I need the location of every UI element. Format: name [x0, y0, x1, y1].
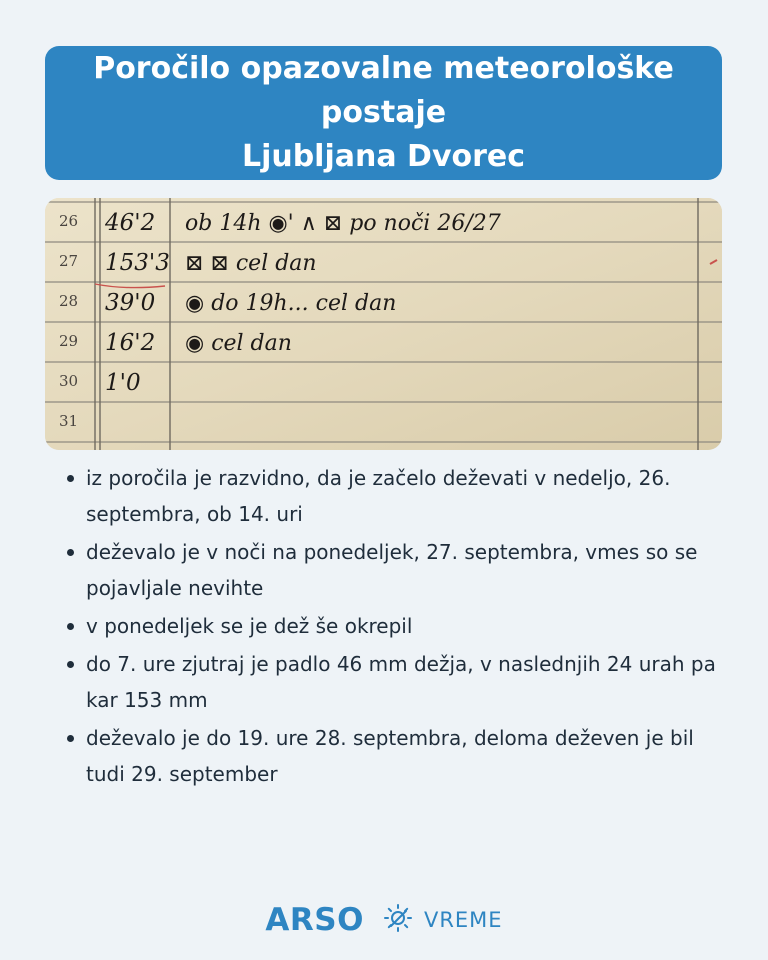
ledger-value: 46'2	[105, 210, 156, 236]
ledger-note: ob 14h ◉' ∧ ⊠ po noči 26/27	[185, 211, 501, 236]
list-item: deževalo je do 19. ure 28. septembra, deloma deževen je bil tudi 29. september	[62, 720, 722, 792]
vreme-label: VREME	[423, 908, 503, 932]
ledger-note: ⊠ ⊠ cel dan	[185, 251, 317, 276]
ledger-photo	[45, 198, 722, 450]
ledger-day: 29	[59, 332, 79, 350]
list-item: do 7. ure zjutraj je padlo 46 mm dežja, v naslednjih 24 urah pa kar 153 mm	[62, 646, 722, 718]
arso-logo: ARSO	[265, 902, 364, 938]
list-item: iz poročila je razvidno, da je začelo deževati v nedeljo, 26. septembra, ob 14. uri	[62, 460, 722, 532]
sun-icon	[382, 902, 414, 938]
footer	[0, 896, 768, 944]
bullet-list	[62, 460, 722, 794]
ledger-note: ◉ do 19h... cel dan	[185, 291, 397, 316]
vreme-logo	[382, 902, 503, 938]
ledger-value: 39'0	[105, 290, 156, 316]
ledger-day: 30	[59, 372, 79, 390]
ledger-day: 31	[59, 412, 79, 430]
title-banner	[45, 46, 722, 180]
ledger-day: 27	[59, 252, 79, 270]
ledger-value: 153'3	[105, 250, 170, 276]
ledger-day: 26	[59, 212, 79, 230]
title-line-1: Poročilo opazovalne meteorološke postaje	[93, 51, 674, 130]
ledger-value: 16'2	[105, 330, 156, 356]
ledger-value: 1'0	[105, 370, 141, 396]
ledger-note: ◉ cel dan	[185, 331, 292, 356]
list-item: v ponedeljek se je dež še okrepil	[62, 608, 722, 644]
title-line-2: Ljubljana Dvorec	[241, 139, 526, 174]
ledger-day: 28	[59, 292, 79, 310]
list-item: deževalo je v noči na ponedeljek, 27. septembra, vmes so se pojavljale nevihte	[62, 534, 722, 606]
